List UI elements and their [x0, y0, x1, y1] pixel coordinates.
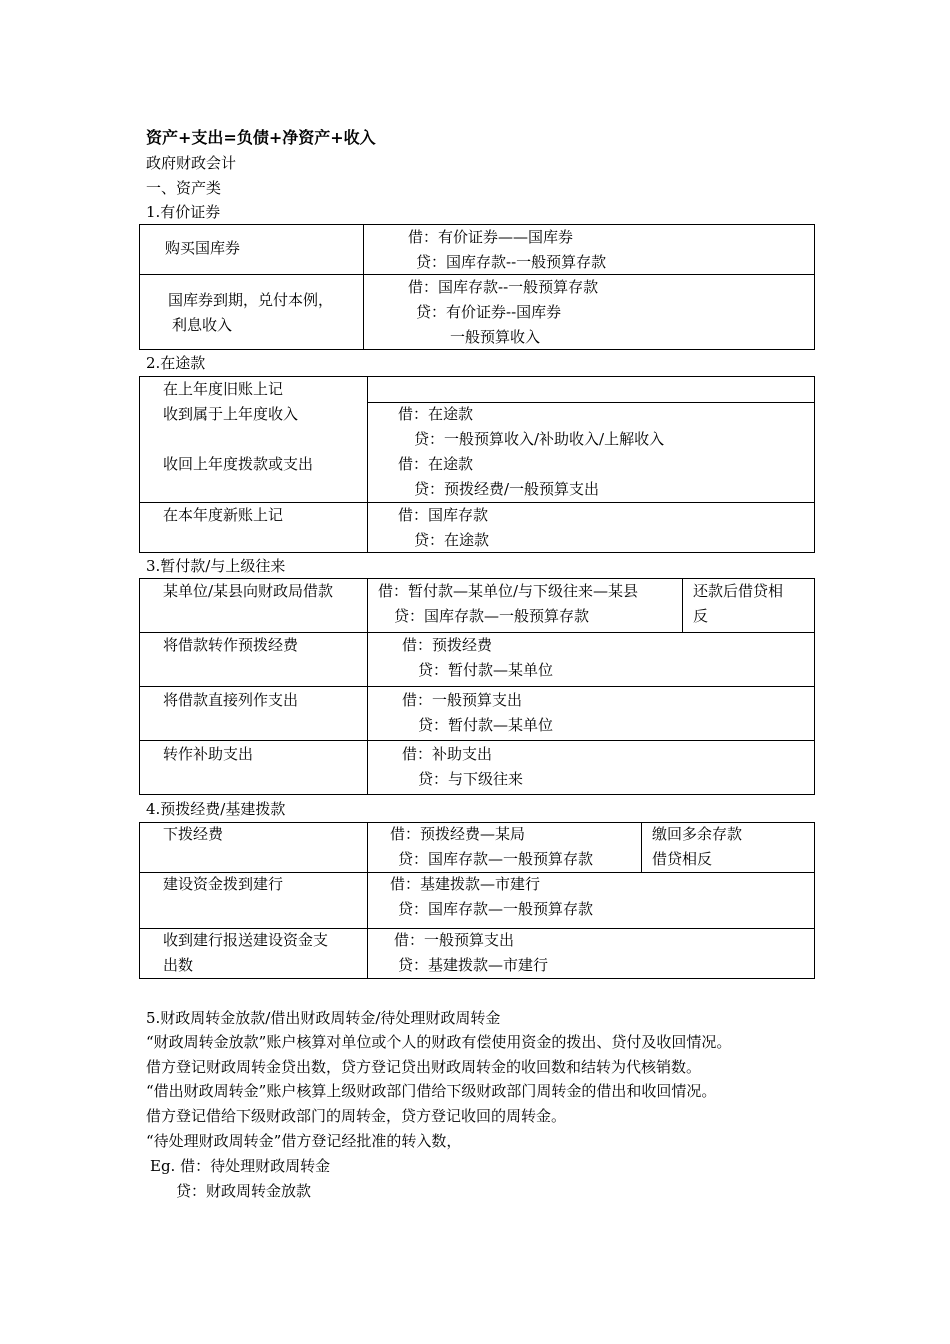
- s4-title: 4.预拨经费/基建拨款: [146, 800, 286, 818]
- s4-r3-debit: 借：一般预算支出: [394, 931, 515, 949]
- s2-r1-credit: 贷：一般预算收入/补助收入/上解收入: [414, 430, 665, 448]
- s2-r1-label-4: 收回上年度拨款或支出: [163, 455, 314, 473]
- table-row: [140, 377, 815, 403]
- s1-table: [139, 224, 815, 350]
- s2-r2-credit: 贷：在途款: [414, 531, 490, 549]
- s3-r1-credit: 贷：国库存款—一般预算存款: [394, 607, 590, 625]
- s3-r2-debit: 借：预拨经费: [402, 636, 493, 654]
- s1-r2-label-1: 国库券到期，兑付本例，: [168, 291, 334, 309]
- s3-r3-label: 将借款直接列作支出: [163, 691, 299, 709]
- s4-r1-debit: 借：预拨经费—某局: [390, 825, 526, 843]
- s3-r3-debit: 借：一般预算支出: [402, 691, 523, 709]
- s5-line-5: “待处理财政周转金”借方登记经批准的转入数，: [146, 1132, 462, 1150]
- s4-table: [139, 822, 815, 979]
- s1-r1-credit: 贷：国库存款--一般预算存款: [416, 253, 607, 271]
- s2-r2-debit: 借：国库存款: [398, 506, 489, 524]
- s4-r3-credit: 贷：基建拨款—市建行: [398, 956, 549, 974]
- s4-r1-note-2: 借贷相反: [652, 850, 713, 868]
- section-heading: 一、资产类: [146, 179, 222, 197]
- s4-r2-debit: 借：基建拨款—市建行: [390, 875, 541, 893]
- s2-r1-label-1: 在上年度旧账上记: [163, 380, 284, 398]
- table-row: [140, 741, 815, 795]
- s2-r1-label-2: 收到属于上年度收入: [163, 405, 299, 423]
- s3-table: [139, 578, 815, 795]
- s2-r2-label: 在本年度新账上记: [163, 506, 284, 524]
- s5-line-2: 借方登记财政周转金贷出数，贷方登记贷出财政周转金的收回数和结转为代核销数。: [146, 1058, 702, 1076]
- s1-r2-credit: 贷：有价证券--国库券: [416, 303, 562, 321]
- s4-r1-note-1: 缴回多余存款: [652, 825, 743, 843]
- table-row: [140, 503, 815, 553]
- table-row: [140, 823, 815, 873]
- s5-line-4: 借方登记借给下级财政部门的周转金，贷方登记收回的周转金。: [146, 1107, 567, 1125]
- s5-title: 5.财政周转金放款/借出财政周转金/待处理财政周转金: [146, 1009, 501, 1027]
- s5-line-1: “财政周转金放款”账户核算对单位或个人的财政有偿使用资金的拨出、贷付及收回情况。: [146, 1033, 732, 1051]
- table-row: [140, 633, 815, 687]
- s3-r3-credit: 贷：暂付款—某单位: [418, 716, 554, 734]
- s3-r1-note-1: 还款后借贷相: [693, 582, 784, 600]
- page-subtitle: 政府财政会计: [146, 154, 237, 172]
- s3-r4-label: 转作补助支出: [163, 745, 254, 763]
- table-row: [140, 275, 815, 350]
- s2-table: [139, 376, 815, 553]
- s5-example-credit: 贷：财政周转金放款: [176, 1182, 312, 1200]
- s4-r3-label-1: 收到建行报送建设资金支: [163, 931, 329, 949]
- s2-r1-debit-2: 借：在途款: [398, 455, 474, 473]
- s2-r1-debit: 借：在途款: [398, 405, 474, 423]
- s5-line-3: “借出财政周转金”账户核算上级财政部门借给下级财政部门周转金的借出和收回情况。: [146, 1082, 717, 1100]
- s3-r1-label: 某单位/某县向财政局借款: [163, 582, 334, 600]
- s1-r2-credit-2: 一般预算收入: [450, 328, 541, 346]
- page-heading: 资产+支出=负债+净资产+收入: [146, 128, 376, 147]
- s1-r2-label-2: 利息收入: [172, 316, 233, 334]
- s3-r1-note-2: 反: [693, 607, 709, 625]
- table-row: [140, 579, 815, 633]
- s2-r1-credit-2: 贷：预拨经费/一般预算支出: [414, 480, 600, 498]
- s2-title: 2.在途款: [146, 354, 206, 372]
- table-row: [140, 687, 815, 741]
- table-row: [140, 225, 815, 275]
- s4-r2-label: 建设资金拨到建行: [163, 875, 284, 893]
- s4-r1-credit: 贷：国库存款—一般预算存款: [398, 850, 594, 868]
- s3-r4-credit: 贷：与下级往来: [418, 770, 524, 788]
- s4-r1-label: 下拨经费: [163, 825, 224, 843]
- s1-r1-debit: 借：有价证券——国库券: [408, 228, 574, 246]
- table-row: [140, 929, 815, 979]
- s1-r2-debit: 借：国库存款--一般预算存款: [408, 278, 599, 296]
- s3-r1-debit: 借：暂付款—某单位/与下级往来—某县: [378, 582, 639, 600]
- s3-title: 3.暂付款/与上级往来: [146, 557, 286, 575]
- s3-r4-debit: 借：补助支出: [402, 745, 493, 763]
- s5-example-debit: Eg. 借：待处理财政周转金: [150, 1157, 331, 1175]
- s1-title: 1.有价证券: [146, 203, 221, 221]
- s4-r3-label-2: 出数: [163, 956, 194, 974]
- s3-r2-label: 将借款转作预拨经费: [163, 636, 299, 654]
- s1-r1-label: 购买国库券: [165, 239, 241, 257]
- s3-r2-credit: 贷：暂付款—某单位: [418, 661, 554, 679]
- table-row: [140, 873, 815, 929]
- s4-r2-credit: 贷：国库存款—一般预算存款: [398, 900, 594, 918]
